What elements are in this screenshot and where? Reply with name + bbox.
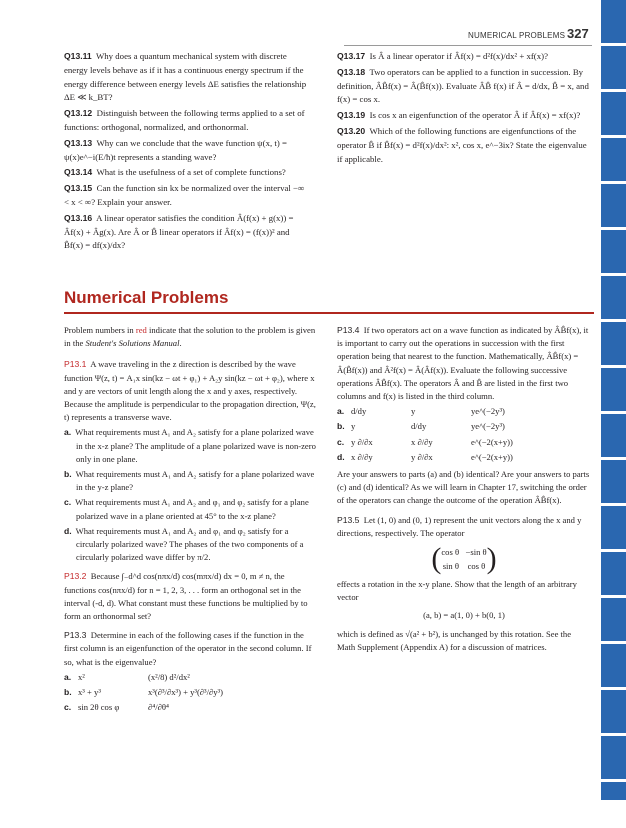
problem-part: c. What requirements must A₁ and A₂ and φ₁ and φ₂ satisfy for a plane polarized wave in a plane oriented at 45° to the x-z plane? [64,497,309,521]
problem-13-5-text3: which is defined as √(a² + b²), is unchanged by this rotation. See the Math Supplement (Appendix A) for a discussion of matrices. [337,628,572,652]
problem-13-3: P13.3 Determine in each of the following cases if the function in the first column is an eigenfunction of the operator in the second column. If so, what is the eigenvalue? [64,630,312,667]
question-item: Q13.19 Is cos x an eigenfunction of the operator Â if Âf(x) = xf(x)? [337,110,581,121]
problems-right-column [337,324,591,656]
question-item: Q13.17 Is Â a linear operator if Âf(x) = d²f(x)/dx² + xf(x)? [337,51,548,61]
questions-right-column [337,50,591,168]
problem-row: d. x ∂/∂y y ∂/∂x e^(−2(x+y)) [337,451,513,462]
problems-left-column [64,324,316,716]
vector-equation: (a, b) = a(1, 0) + b(0, 1) [423,610,505,621]
problem-13-2: P13.2 Because ∫₋d^d cos(nπx/d) cos(mπx/d) dx = 0, m ≠ n, the functions cos(nπx/d) for n = 1, 2, 3, . . . form an orthogonal set in the interval (-d, d). What constant must these functions be multiplied by to form an orthonormal set? [64,571,308,622]
intro-paragraph: Problem numbers in red indicate that the solution to the problem is given in the Student's Solutions Manual. [64,325,316,349]
chapter-thumb-tab [601,0,626,800]
rotation-matrix: (cos θ −sin θ sin θ cos θ) [431,542,497,576]
problem-part: a. What requirements must A₁ and A₂ satisfy for a plane polarized wave in the x-z plane? The amplitude of a plane polarized wave is non-zero only in one plane. [64,427,316,464]
section-rule [64,312,594,314]
question-item: Q13.12 Distinguish between the following terms applied to a set of functions: orthogonal, normalized, and orthonormal. [64,108,305,132]
problem-row: a. x² (x²/8) d²/dx² [64,671,190,682]
problem-row: b. x³ + y³ x³(∂³/∂x³) + y³(∂³/∂y³) [64,687,223,698]
questions-left-column [64,50,309,255]
problem-13-5: P13.5 Let (1, 0) and (0, 1) represent the unit vectors along the x and y directions, respectively. The operator [337,514,582,538]
running-header-title: NUMERICAL PROBLEMS [468,31,566,40]
problem-13-4-closing: Are your answers to parts (a) and (b) identical? Are your answers to parts (c) and (d) identical? As we will learn in Chapter 17, switching the order of the operators can change the outcome of the operation ÂB̂f(x). [337,469,590,506]
question-item: Q13.11 Why does a quantum mechanical system with discrete energy levels behave as if it has a continuous energy spectrum if the energy difference between energy levels ΔE satisfies the relationship ΔE ≪ k_BT? [64,51,307,103]
section-heading: Numerical Problems [64,288,229,307]
problem-row: c. y ∂/∂x x ∂/∂y e^(−2(x+y)) [337,436,513,447]
problem-row: c. sin 2θ cos φ ∂⁴/∂θ⁴ [64,702,169,713]
problem-13-1: P13.1 A wave traveling in the z direction is described by the wave function Ψ(z, t) = A₁x sin(kz − ωt + φ₁) + A₂y sin(kz − ωt + φ₂), where x and y are vectors of unit length along the x and y axes, respectively. Because the amplitude is perpendicular to the propagation direction, Ψ(z, t) represents a transverse wave. [64,359,316,423]
question-item: Q13.20 Which of the following functions are eigenfunctions of the operator B̂ if B̂f(x) = d²f(x)/dx²: x², cos x, e^−3ix? State the eigenvalue if applicable. [337,125,587,164]
question-item: Q13.18 Two operators can be applied to a function in succession. By definition, ÂB̂f(x) = Â(B̂f(x)). Evaluate ÂB̂ f(x) if Â = d/dx, B̂ = x, and f(x) = cos x. [337,66,589,105]
question-item: Q13.15 Can the function sin kx be normalized over the interval −∞ < x < ∞? Explain your answer. [64,183,305,207]
page-number: 327 [567,26,589,41]
question-item: Q13.16 A linear operator satisfies the condition Â(f(x) + g(x)) = Âf(x) + Âg(x). Are Â or B̂ linear operators if Âf(x) = (f(x))² and B̂f(x) = df(x)/dx? [64,212,294,251]
problem-row: a. d/dy y ye^(−2y³) [337,406,505,417]
question-item: Q13.14 What is the usefulness of a set of complete functions? [64,167,286,178]
problem-part: b. What requirements must A₁ and A₂ satisfy for a plane polarized wave in the y-z plane? [64,469,315,493]
problem-13-5-text2: effects a rotation in the x-y plane. Show that the length of an arbitrary vector [337,579,577,603]
question-item: Q13.13 Why can we conclude that the wave function ψ(x, t) = ψ(x)e^−i(E/ħ)t represents a standing wave? [64,137,287,162]
problem-part: d. What requirements must A₁ and A₂ and φ₁ and φ₂ satisfy for a circularly polarized wave? The phases of the two components of a circularly polarized wave differ by π/2. [64,525,304,563]
header-rule [344,45,592,46]
problem-13-4: P13.4 If two operators act on a wave function as indicated by ÂB̂f(x), it is important to carry out the operations in succession with the first operation being that nearest to the function. Mathematically, ÂB̂f(x) = Â(B̂f(x)) and Â²f(x) = Â(Âf(x)). Evaluate the following successive operations ÂB̂f(x). The operators Â and B̂ are listed in the first two columns and f(x) is listed in the third column. [337,325,589,402]
problem-row: b. y d/dy ye^(−2y³) [337,421,505,432]
